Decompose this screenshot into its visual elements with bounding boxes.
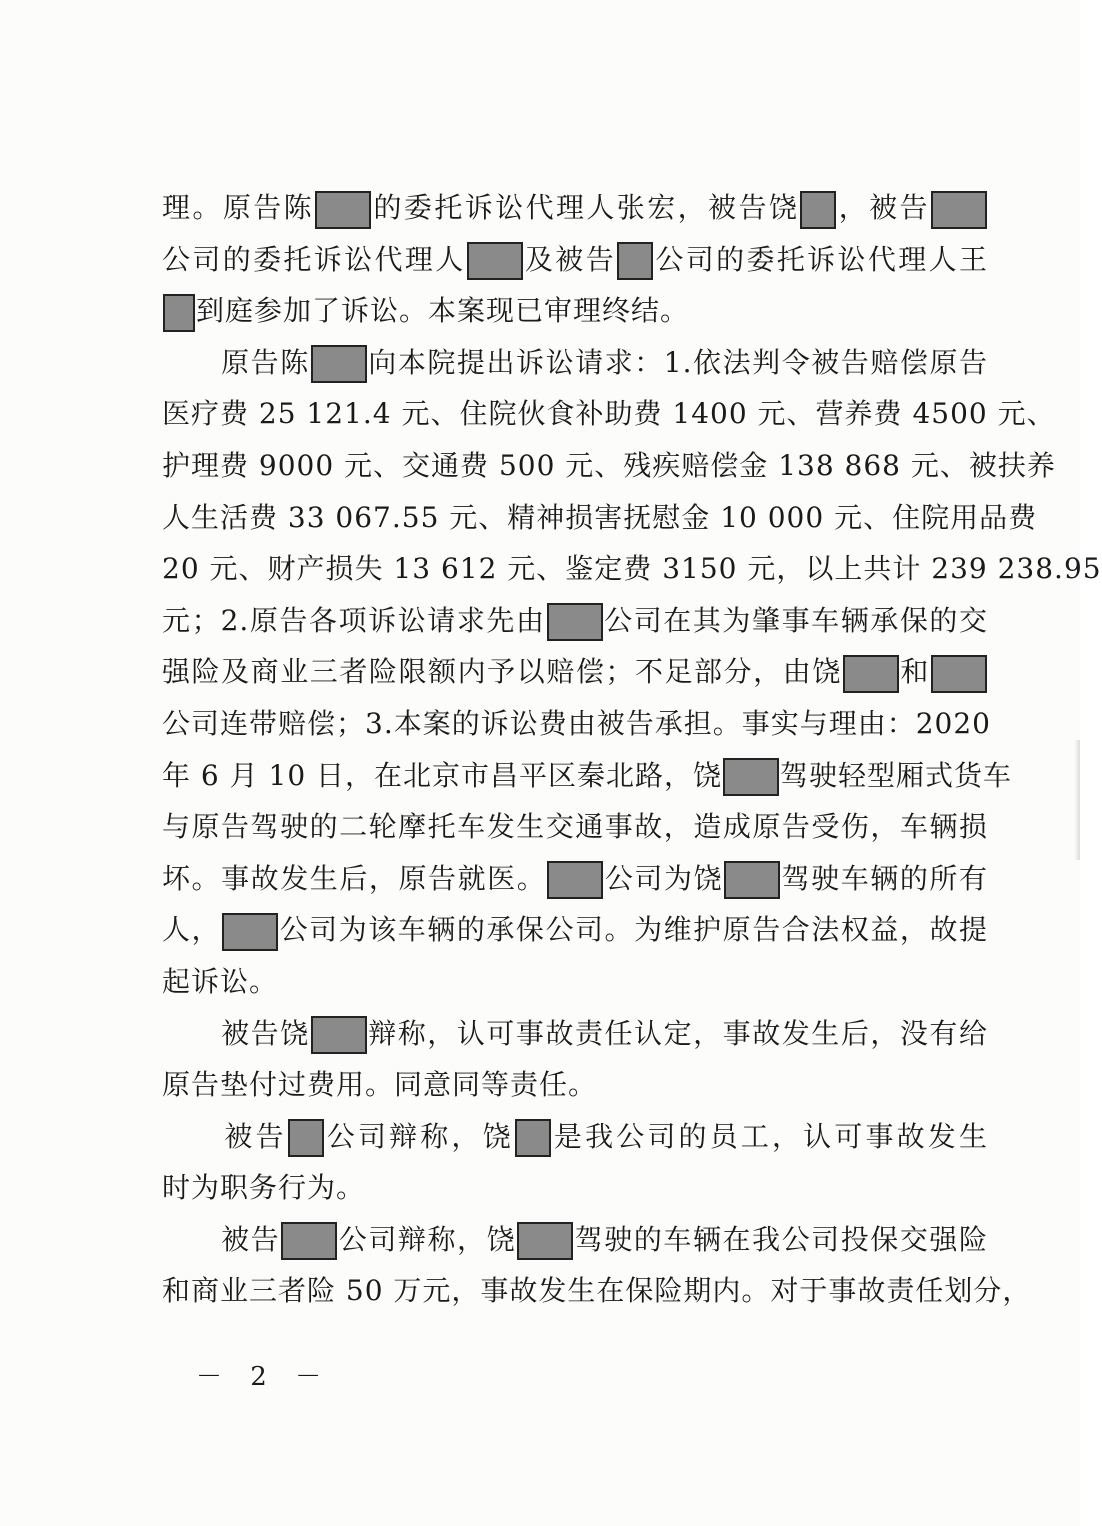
redaction-box — [724, 861, 780, 899]
text-line: 被告 公司辩称，饶 驾驶的车辆在我公司投保交强险 — [162, 1214, 988, 1266]
text-line: 时为职务行为。 — [162, 1171, 366, 1205]
redaction-box — [315, 191, 371, 229]
redaction-box — [517, 1222, 573, 1260]
redaction-box — [931, 655, 987, 693]
text-line: 与原告驾驶的二轮摩托车发生交通事故，造成原告受伤，车辆损 — [162, 810, 988, 844]
redaction-box — [723, 758, 779, 796]
scan-edge-shadow — [1074, 740, 1080, 860]
text-line: 被告饶 辩称，认可事故责任认定，事故发生后，没有给 — [162, 1008, 988, 1060]
redaction-box — [547, 861, 603, 899]
redaction-box — [843, 655, 899, 693]
text-line: 原告垫付过费用。同意同等责任。 — [162, 1068, 598, 1102]
redaction-box — [311, 345, 367, 383]
redaction-box — [547, 603, 603, 641]
redaction-box — [931, 191, 987, 229]
text-line: 和商业三者险 50 万元，事故发生在保险期内。对于事故责任划分， — [162, 1274, 1032, 1308]
text-line: 人生活费 33 067.55 元、精神损害抚慰金 10 000 元、住院用品费 — [162, 500, 1038, 534]
text-line: 起诉讼。 — [162, 964, 279, 998]
text-line: 被告 公司辩称，饶 是我公司的员工，认可事故发生 — [162, 1111, 988, 1163]
redaction-box — [163, 294, 195, 332]
text-line: 原告陈 向本院提出诉讼请求：1.依法判令被告赔偿原告 — [162, 337, 988, 389]
text-line: 公司连带赔偿；3.本案的诉讼费由被告承担。事实与理由：2020 — [162, 706, 991, 740]
redaction-box — [311, 1016, 367, 1054]
text-line: 理。原告陈 的委托诉讼代理人张宏，被告饶 ，被告 — [162, 182, 988, 234]
text-line: 年 6 月 10 日，在北京市昌平区秦北路，饶 驾驶轻型厢式货车 — [162, 750, 988, 802]
text-line: 20 元、财产损失 13 612 元、鉴定费 3150 元，以上共计 239 238.95 — [162, 552, 1102, 586]
text-line: 医疗费 25 121.4 元、住院伙食补助费 1400 元、营养费 4500 元、 — [162, 397, 1056, 431]
redaction-box — [617, 242, 653, 280]
body-text — [162, 182, 1102, 1317]
redaction-box — [281, 1222, 337, 1260]
text-line: 元；2.原告各项诉讼请求先由 公司在其为肇事车辆承保的交 — [162, 595, 988, 647]
text-line: 公司的委托诉讼代理人 及被告 公司的委托诉讼代理人王 — [162, 234, 988, 286]
text-line: 强险及商业三者险限额内予以赔偿；不足部分，由饶 和 — [162, 646, 988, 698]
redaction-box — [222, 913, 278, 951]
text-line: 到庭参加了诉讼。本案现已审理终结。 — [162, 285, 988, 337]
text-line: 坏。事故发生后，原告就医。 公司为饶 驾驶车辆的所有 — [162, 853, 988, 905]
redaction-box — [800, 191, 836, 229]
redaction-box — [467, 242, 523, 280]
text-line: 护理费 9000 元、交通费 500 元、残疾赔偿金 138 868 元、被扶养 — [162, 448, 1056, 482]
page-number: － 2 － — [196, 1362, 332, 1392]
text-line: 人， 公司为该车辆的承保公司。为维护原告合法权益，故提 — [162, 904, 988, 956]
redaction-box — [515, 1119, 551, 1157]
redaction-box — [288, 1119, 324, 1157]
